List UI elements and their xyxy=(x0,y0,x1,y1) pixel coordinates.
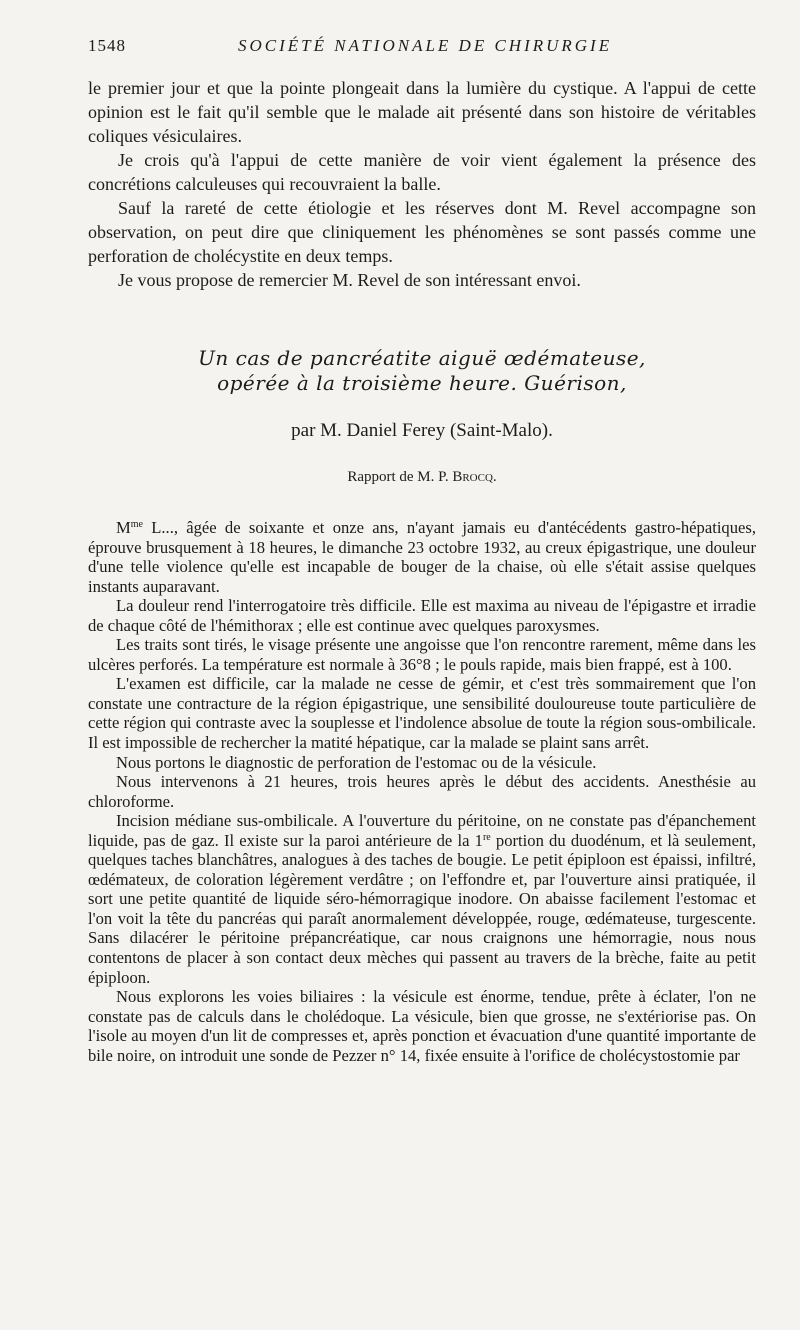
paragraph-text: portion du duodénum, et là seulement, quelques taches blanchâtres, analogues à des taches de bougie. Le petit épiploon est épaissi, infiltré, œdémateux, de coloration légèrement verdâtre ; on l'effondre et, par l'ouverture ainsi pratiquée, il sort une petite quantité de liquide séro-hémorragique inodore. On abaisse facilement l'estomac et l'on voit la tête du pancréas qui paraît anormalement développée, rouge, œdémateuse, turgescente. Sans dilacérer le péritoine prépancréatique, car nous craignons une hémorragie, nous nous contentons de placer à son contact deux mèches qui passent au travers de la brèche, faite au petit épiploon. xyxy=(88,830,756,987)
article-title-line-1: Un cas de pancréatite aiguë œdémateuse, xyxy=(198,346,646,370)
superscript: re xyxy=(482,831,491,843)
running-head: SOCIÉTÉ NATIONALE DE CHIRURGIE xyxy=(238,36,613,55)
article-body xyxy=(88,518,756,1065)
paragraph: L'examen est difficile, car la malade ne cesse de gémir, et c'est très sommairement que l'on constate une contracture de la région épigastrique, une sensibilité douloureuse toute particulière de cette région qui contraste avec la souplesse et l'indolence absolue de toute la région sous-ombilicale. Il est impossible de rechercher la matité hépatique, car la malade se plaint sans arrêt. xyxy=(88,674,756,753)
paragraph xyxy=(88,518,756,596)
paragraph: La douleur rend l'interrogatoire très difficile. Elle est maxima au niveau de l'épigastre et irradie de chaque côté de l'hémithorax ; elle est continue avec quelques paroxysmes. xyxy=(88,596,756,635)
report-author: Brocq. xyxy=(452,469,497,485)
paragraph: Nous portons le diagnostic de perforation de l'estomac ou de la vésicule. xyxy=(116,752,597,772)
paragraph: Nous intervenons à 21 heures, trois heures après le début des accidents. Anesthésie au chloroforme. xyxy=(88,772,756,811)
paragraph-prefix: M xyxy=(116,518,131,537)
previous-article-conclusion xyxy=(88,76,756,292)
paragraph: Les traits sont tirés, le visage présente une angoisse que l'on rencontre rarement, même dans les ulcères perforés. La température est normale à 36°8 ; le pouls rapide, mais bien frappé, est à 100. xyxy=(88,635,756,674)
report-line xyxy=(88,469,756,486)
paragraph: Je vous propose de remercier M. Revel de son intéressant envoi. xyxy=(118,270,581,290)
paragraph: Nous explorons les voies biliaires : la vésicule est énorme, tendue, prête à éclater, l'on ne constate pas de calculs dans le cholédoque. La vésicule, bien que grosse, ne s'extériorise pas. On l'isole au moyen d'un lit de compresses et, après ponction et évacuation d'une quantité importante de bile noire, on introduit une sonde de Pezzer n° 14, fixée ensuite à l'orifice de cholécystostomie par xyxy=(88,987,756,1065)
page-header xyxy=(88,36,756,58)
report-prefix: Rapport de M. P. xyxy=(347,469,449,485)
paragraph: le premier jour et que la pointe plongeait dans la lumière du cystique. A l'appui de cette opinion est le fait qu'il semble que le malade ait présenté dans son histoire de véritables coliques vésiculaires. xyxy=(88,78,756,146)
paragraph-text: Incision médiane sus-ombilicale. A l'ouverture du péritoine, on ne constate pas d'épanchement liquide, pas de gaz. Il existe sur la paroi antérieure de la 1 xyxy=(88,811,756,850)
article-title xyxy=(88,346,756,396)
superscript: me xyxy=(130,519,143,530)
paragraph-text: L..., âgée de soixante et onze ans, n'ayant jamais eu d'antécédents gastro-hépatiques, éprouve brusquement à 18 heures, le dimanche 23 octobre 1932, au creux épigastrique, une douleur d'une telle violence qu'elle est incapable de bouger de la chaise, où elle s'était assise quelques instants auparavant. xyxy=(88,518,756,596)
paragraph: Je crois qu'à l'appui de cette manière de voir vient également la présence des concrétions calculeuses qui recouvraient la balle. xyxy=(88,150,756,194)
paragraph xyxy=(88,811,756,987)
article-title-line-2: opérée à la troisième heure. Guérison, xyxy=(217,371,627,395)
article-byline: par M. Daniel Ferey (Saint-Malo). xyxy=(291,420,553,441)
paragraph: Sauf la rareté de cette étiologie et les réserves dont M. Revel accompagne son observation, on peut dire que cliniquement les phénomènes se sont passés comme une perforation de cholécystite en deux temps. xyxy=(88,198,756,266)
page-number: 1548 xyxy=(88,36,126,55)
